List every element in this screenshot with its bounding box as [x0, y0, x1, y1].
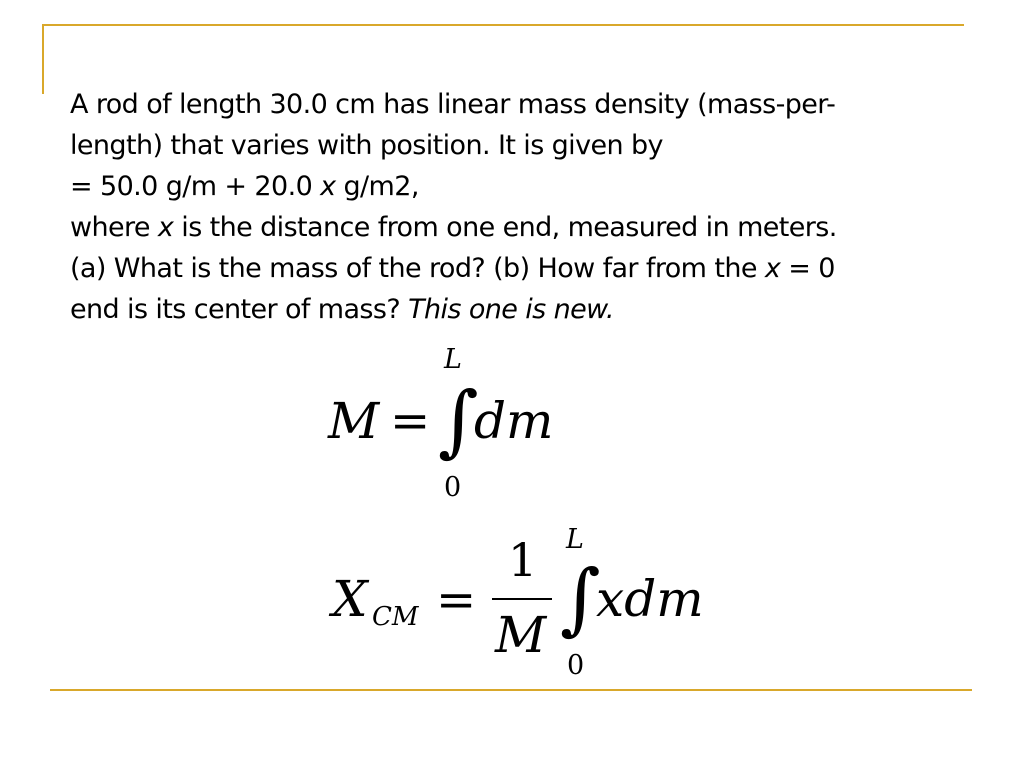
problem-line-4: where x is the distance from one end, measured in meters.: [70, 212, 837, 243]
equals-sign: =: [436, 572, 477, 628]
variable-x: x: [320, 171, 336, 202]
problem-line-1: A rod of length 30.0 cm has linear mass density (mass-per-: [70, 89, 836, 120]
density-formula-text: = 50.0 g/m + 20.0: [70, 171, 321, 202]
problem-line-6: end is its center of mass? This one is new.: [70, 294, 614, 325]
density-formula-units: g/m2,: [335, 171, 419, 202]
upper-limit: L: [444, 344, 462, 375]
integral-sign: ∫: [560, 554, 601, 644]
equals-sign: =: [390, 393, 431, 449]
new-problem-note: This one is new.: [408, 294, 614, 325]
center-of-mass-symbol: X: [332, 570, 368, 628]
fraction-numerator: 1: [508, 533, 538, 587]
variable-x: x: [157, 212, 174, 243]
integral-sign: ∫: [438, 376, 479, 466]
upper-limit: L: [566, 524, 584, 555]
lower-limit: 0: [444, 472, 462, 503]
lower-limit: 0: [567, 650, 585, 681]
integrand: dm: [474, 392, 554, 450]
mass-symbol: M: [328, 392, 380, 450]
problem-line-2: length) that varies with position. It is given by: [70, 130, 663, 161]
problem-line-5: (a) What is the mass of the rod? (b) How far from the x = 0: [70, 253, 835, 284]
integrand: xdm: [596, 570, 704, 628]
cm-subscript: CM: [372, 602, 419, 632]
fraction-denominator: M: [495, 606, 547, 664]
variable-x: x: [764, 253, 781, 284]
fraction-bar: [492, 598, 552, 600]
